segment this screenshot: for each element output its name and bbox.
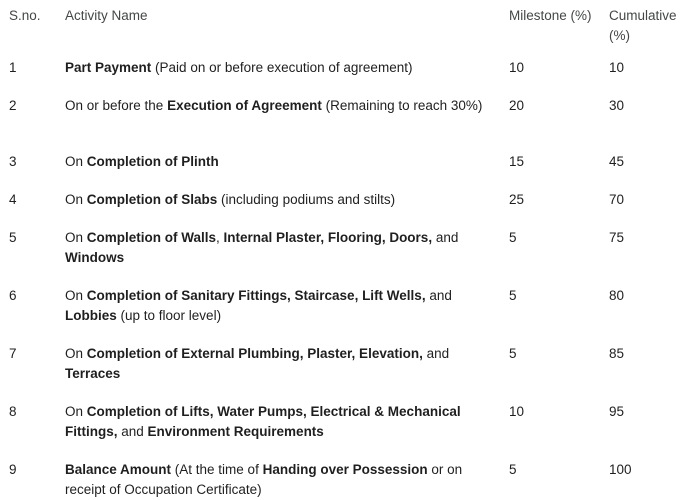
- cumulative-cell: 10: [609, 60, 625, 75]
- cumulative-cell: 30: [609, 98, 625, 113]
- activity-text: ,: [216, 230, 224, 245]
- sno-cell: 3: [9, 154, 17, 169]
- milestone-cell: 10: [509, 60, 525, 75]
- cumulative-cell: 95: [609, 404, 625, 419]
- activity-text: On: [65, 404, 87, 419]
- header-row: [0, 0, 691, 56]
- header-milestone: Milestone (%): [509, 8, 592, 23]
- milestone-cell: 10: [509, 404, 525, 419]
- activity-cell: [65, 284, 509, 342]
- sno-cell: 4: [9, 192, 17, 207]
- cumulative-cell: 85: [609, 346, 625, 361]
- activity-cell: [65, 342, 509, 400]
- activity-text: and: [117, 424, 148, 439]
- header-sno: S.no.: [9, 8, 41, 23]
- table-header: [0, 0, 691, 56]
- header-activity-name: Activity Name: [65, 8, 148, 23]
- table-row: [0, 94, 691, 150]
- milestone-cell: 5: [509, 288, 517, 303]
- activity-text: On: [65, 288, 87, 303]
- sno-cell: 8: [9, 404, 17, 419]
- table-body: [0, 56, 691, 500]
- table-row: [0, 284, 691, 342]
- activity-cell: [65, 226, 509, 284]
- sno-cell: 7: [9, 346, 17, 361]
- activity-text: (up to floor level): [116, 308, 222, 323]
- activity-bold-text: Handing over Possession: [262, 462, 428, 477]
- activity-bold-text: Completion of External Plumbing, Plaster, Elevation,: [86, 346, 423, 361]
- activity-cell: [65, 400, 509, 458]
- header-cumulative: Cumulative (%): [609, 8, 677, 43]
- cumulative-cell: 100: [609, 462, 632, 477]
- activity-bold-text: Completion of Walls: [86, 230, 217, 245]
- milestone-cell: 5: [509, 462, 517, 477]
- cumulative-cell: 70: [609, 192, 625, 207]
- cumulative-cell: 45: [609, 154, 625, 169]
- activity-text: On: [65, 154, 87, 169]
- activity-cell: [65, 150, 509, 188]
- table-row: [0, 400, 691, 458]
- activity-bold-text: Lobbies: [65, 308, 117, 323]
- activity-text: On: [65, 346, 87, 361]
- sno-cell: 2: [9, 98, 17, 113]
- activity-text: (Remaining to reach 30%): [321, 98, 483, 113]
- activity-cell: [65, 56, 509, 94]
- activity-text: (Paid on or before execution of agreement): [151, 60, 413, 75]
- table-row: [0, 342, 691, 400]
- activity-bold-text: Environment Requirements: [147, 424, 324, 439]
- activity-text: On: [65, 192, 87, 207]
- table-row: [0, 56, 691, 94]
- activity-bold-text: Part Payment: [65, 60, 152, 75]
- cumulative-cell: 75: [609, 230, 625, 245]
- activity-text: and: [432, 230, 459, 245]
- activity-bold-text: Completion of Sanitary Fittings, Staircase, Lift Wells,: [86, 288, 426, 303]
- activity-text: (At the time of: [171, 462, 263, 477]
- activity-text: On or before the: [65, 98, 168, 113]
- activity-text: and: [422, 346, 450, 361]
- activity-bold-text: Execution of Agreement: [167, 98, 322, 113]
- activity-bold-text: Internal Plaster, Flooring, Doors,: [223, 230, 433, 245]
- activity-bold-text: Balance Amount: [65, 462, 172, 477]
- sno-cell: 6: [9, 288, 17, 303]
- activity-bold-text: Completion of Slabs: [86, 192, 218, 207]
- activity-text: (including podiums and stilts): [217, 192, 396, 207]
- sno-cell: 5: [9, 230, 17, 245]
- activity-text: On: [65, 230, 87, 245]
- sno-cell: 9: [9, 462, 17, 477]
- activity-text: or on receipt of Occupation Certificate): [65, 462, 463, 497]
- table-row: [0, 188, 691, 226]
- activity-cell: [65, 188, 509, 226]
- table-row: [0, 150, 691, 188]
- activity-text: and: [425, 288, 452, 303]
- activity-bold-text: Completion of Plinth: [86, 154, 219, 169]
- milestone-cell: 15: [509, 154, 525, 169]
- activity-bold-text: Terraces: [65, 366, 121, 381]
- activity-bold-text: Windows: [65, 250, 125, 265]
- activity-cell: [65, 94, 509, 150]
- table-row: [0, 226, 691, 284]
- cumulative-cell: 80: [609, 288, 625, 303]
- milestone-cell: 20: [509, 98, 525, 113]
- milestone-cell: 5: [509, 230, 517, 245]
- milestone-cell: 25: [509, 192, 525, 207]
- activity-bold-text: Completion of Lifts, Water Pumps, Electrical & Mechanical Fittings,: [65, 404, 461, 439]
- milestone-cell: 5: [509, 346, 517, 361]
- sno-cell: 1: [9, 60, 17, 75]
